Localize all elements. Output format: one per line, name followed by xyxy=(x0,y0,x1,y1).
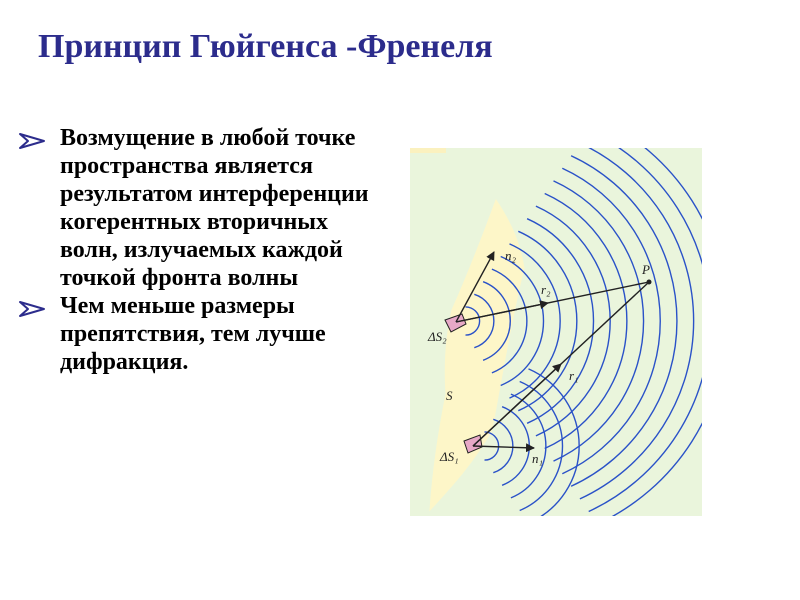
label-r2: r₂ xyxy=(541,282,551,297)
label-n2: n₂ xyxy=(505,248,517,263)
label-ds2: ΔS₂ xyxy=(428,329,447,344)
arrowhead-bullet-icon xyxy=(18,124,60,150)
figure-tab-mark xyxy=(410,148,446,153)
point-p xyxy=(647,280,652,285)
diagram-svg xyxy=(410,148,702,516)
slide-title: Принцип Гюйгенса -Френеля xyxy=(38,28,493,65)
bullet-item xyxy=(18,292,398,376)
label-s: S xyxy=(446,388,453,403)
arrowhead-bullet-icon xyxy=(18,292,60,318)
bullet-item xyxy=(18,124,398,292)
bullet-text: Чем меньше размеры препятствия, тем лучше дифракция. xyxy=(60,293,326,375)
label-r1: r₁ xyxy=(569,368,579,383)
label-n1: n₁ xyxy=(532,451,544,466)
label-p: P xyxy=(642,262,650,277)
bullet-list xyxy=(18,124,398,376)
bullet-text: Возмущение в любой точке пространства является результатом интерференции когерентных вторичных волн, излучаемых каждой точкой фронта волны xyxy=(60,125,369,291)
huygens-fresnel-diagram xyxy=(410,148,702,516)
label-ds1: ΔS₁ xyxy=(440,449,459,464)
